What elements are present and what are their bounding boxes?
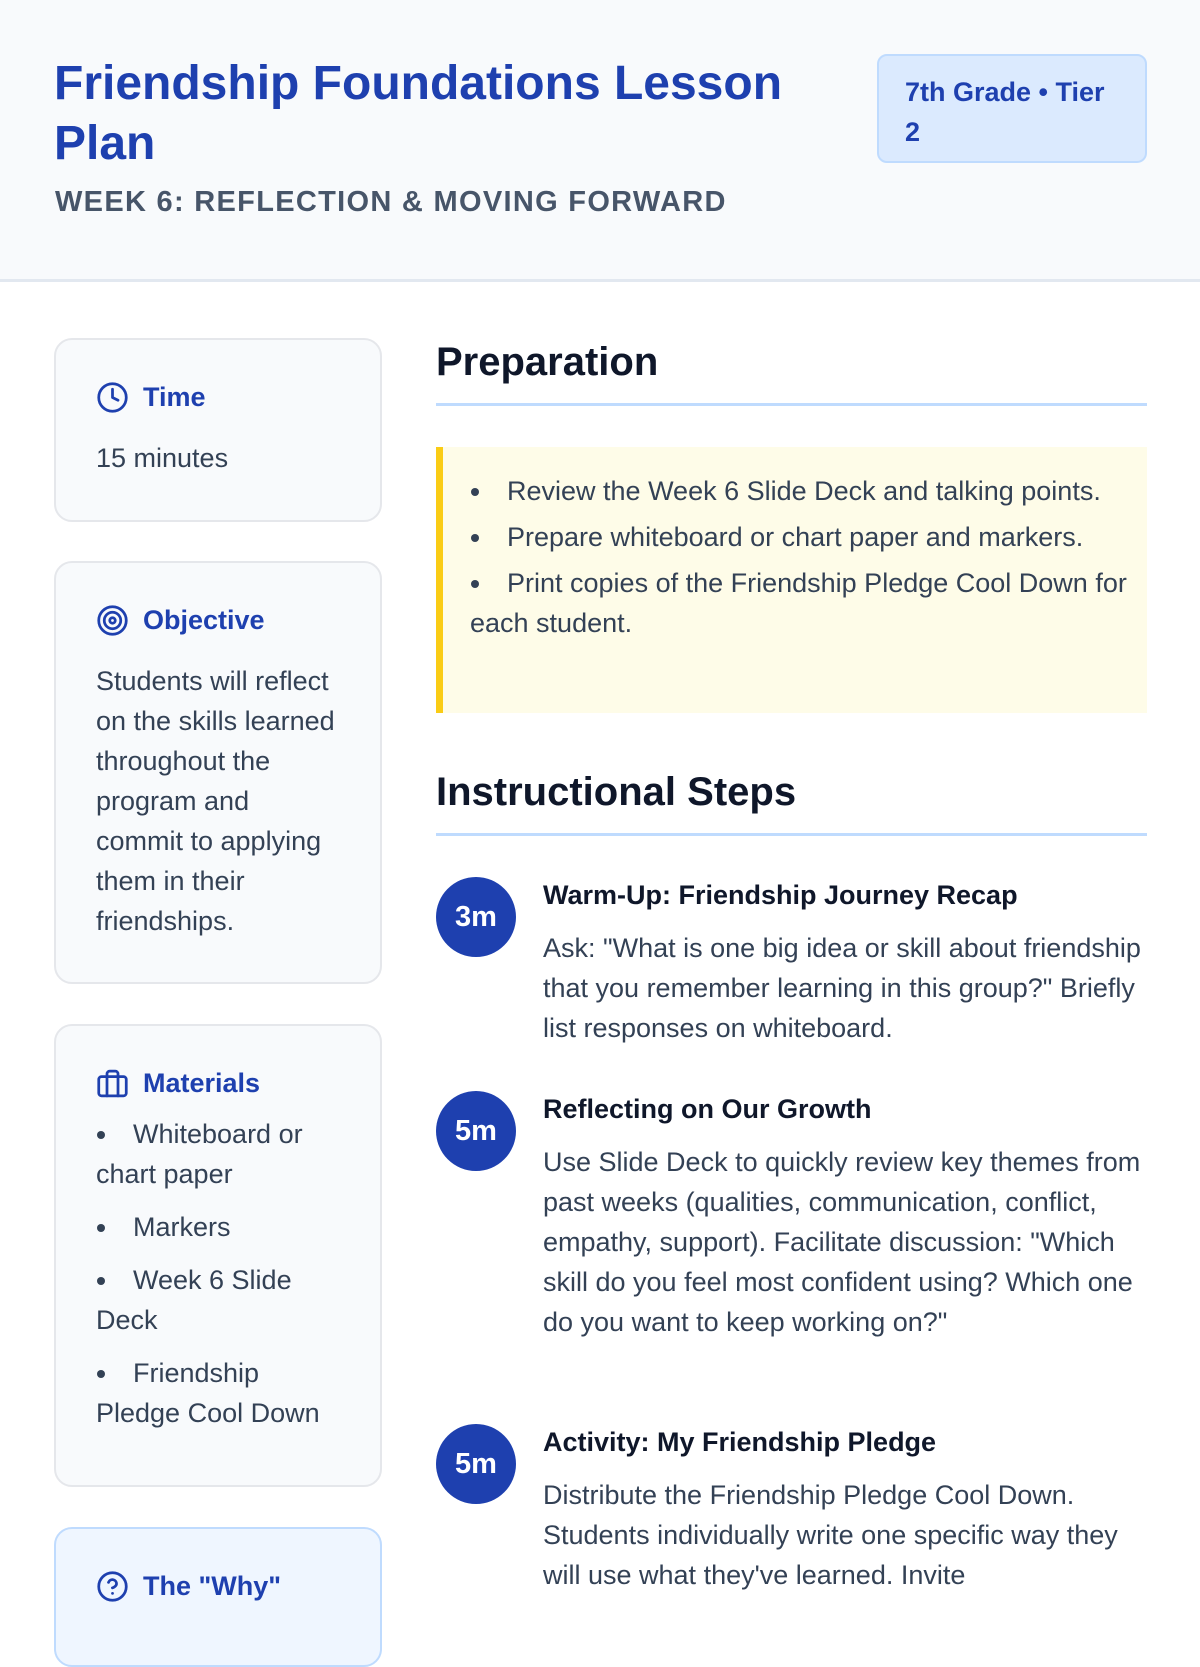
objective-text: Students will reflect on the skills learned throughout the program and commit to applying them in their friendships. <box>96 666 335 936</box>
step-duration-badge: 3m <box>436 877 516 957</box>
briefcase-icon <box>96 1067 129 1100</box>
preparation-item: Review the Week 6 Slide Deck and talking points. <box>470 471 1127 511</box>
step-body <box>543 877 1147 1048</box>
materials-heading-label: Materials <box>143 1068 261 1098</box>
step-description: Distribute the Friendship Pledge Cool Down. Students individually write one specific way they will use what they've learned. Invite <box>543 1480 1118 1590</box>
why-card-heading <box>96 1569 340 1603</box>
step-title: Reflecting on Our Growth <box>543 1094 872 1124</box>
target-icon <box>96 604 129 637</box>
preparation-item: Print copies of the Friendship Pledge Cool Down for each student. <box>470 563 1127 643</box>
preparation-title: Preparation <box>436 338 1147 406</box>
time-card <box>54 338 382 522</box>
clock-icon <box>96 381 129 414</box>
instructional-steps-title: Instructional Steps <box>436 768 1147 836</box>
help-circle-icon <box>96 1570 129 1603</box>
time-heading-label: Time <box>143 382 206 412</box>
why-card <box>54 1527 382 1667</box>
step-title: Warm-Up: Friendship Journey Recap <box>543 880 1018 910</box>
step-duration-badge: 5m <box>436 1091 516 1171</box>
materials-card <box>54 1024 382 1487</box>
preparation-item: Prepare whiteboard or chart paper and markers. <box>470 517 1127 557</box>
step-body <box>543 1424 1147 1595</box>
materials-item: Whiteboard or chart paper <box>96 1114 340 1194</box>
step-title: Activity: My Friendship Pledge <box>543 1427 937 1457</box>
objective-heading-label: Objective <box>143 605 265 635</box>
lesson-header <box>0 0 1200 282</box>
materials-list <box>96 1114 340 1433</box>
materials-card-heading <box>96 1066 340 1100</box>
objective-card-heading <box>96 603 340 637</box>
step-body <box>543 1091 1147 1342</box>
step-description: Ask: "What is one big idea or skill about friendship that you remember learning in this group?" Briefly list responses on whiteboard. <box>543 933 1141 1043</box>
materials-item: Markers <box>96 1207 340 1247</box>
page-title: Friendship Foundations Lesson Plan <box>54 57 783 170</box>
time-value: 15 minutes <box>96 443 229 473</box>
step-duration-badge: 5m <box>436 1424 516 1504</box>
materials-item: Friendship Pledge Cool Down <box>96 1353 340 1433</box>
why-heading-label: The "Why" <box>143 1571 282 1601</box>
step-description: Use Slide Deck to quickly review key themes from past weeks (qualities, communication, conflict, empathy, support). Facilitate discussion: "Which skill do you feel most confident using? Which one do you want to keep working on?" <box>543 1147 1141 1337</box>
time-card-heading <box>96 380 340 414</box>
materials-item: Week 6 Slide Deck <box>96 1260 340 1340</box>
preparation-box <box>436 447 1147 713</box>
grade-badge: 7th Grade • Tier 2 <box>877 54 1147 163</box>
preparation-list <box>470 471 1127 643</box>
objective-card <box>54 561 382 984</box>
page-subtitle: WEEK 6: REFLECTION & MOVING FORWARD <box>55 186 727 218</box>
